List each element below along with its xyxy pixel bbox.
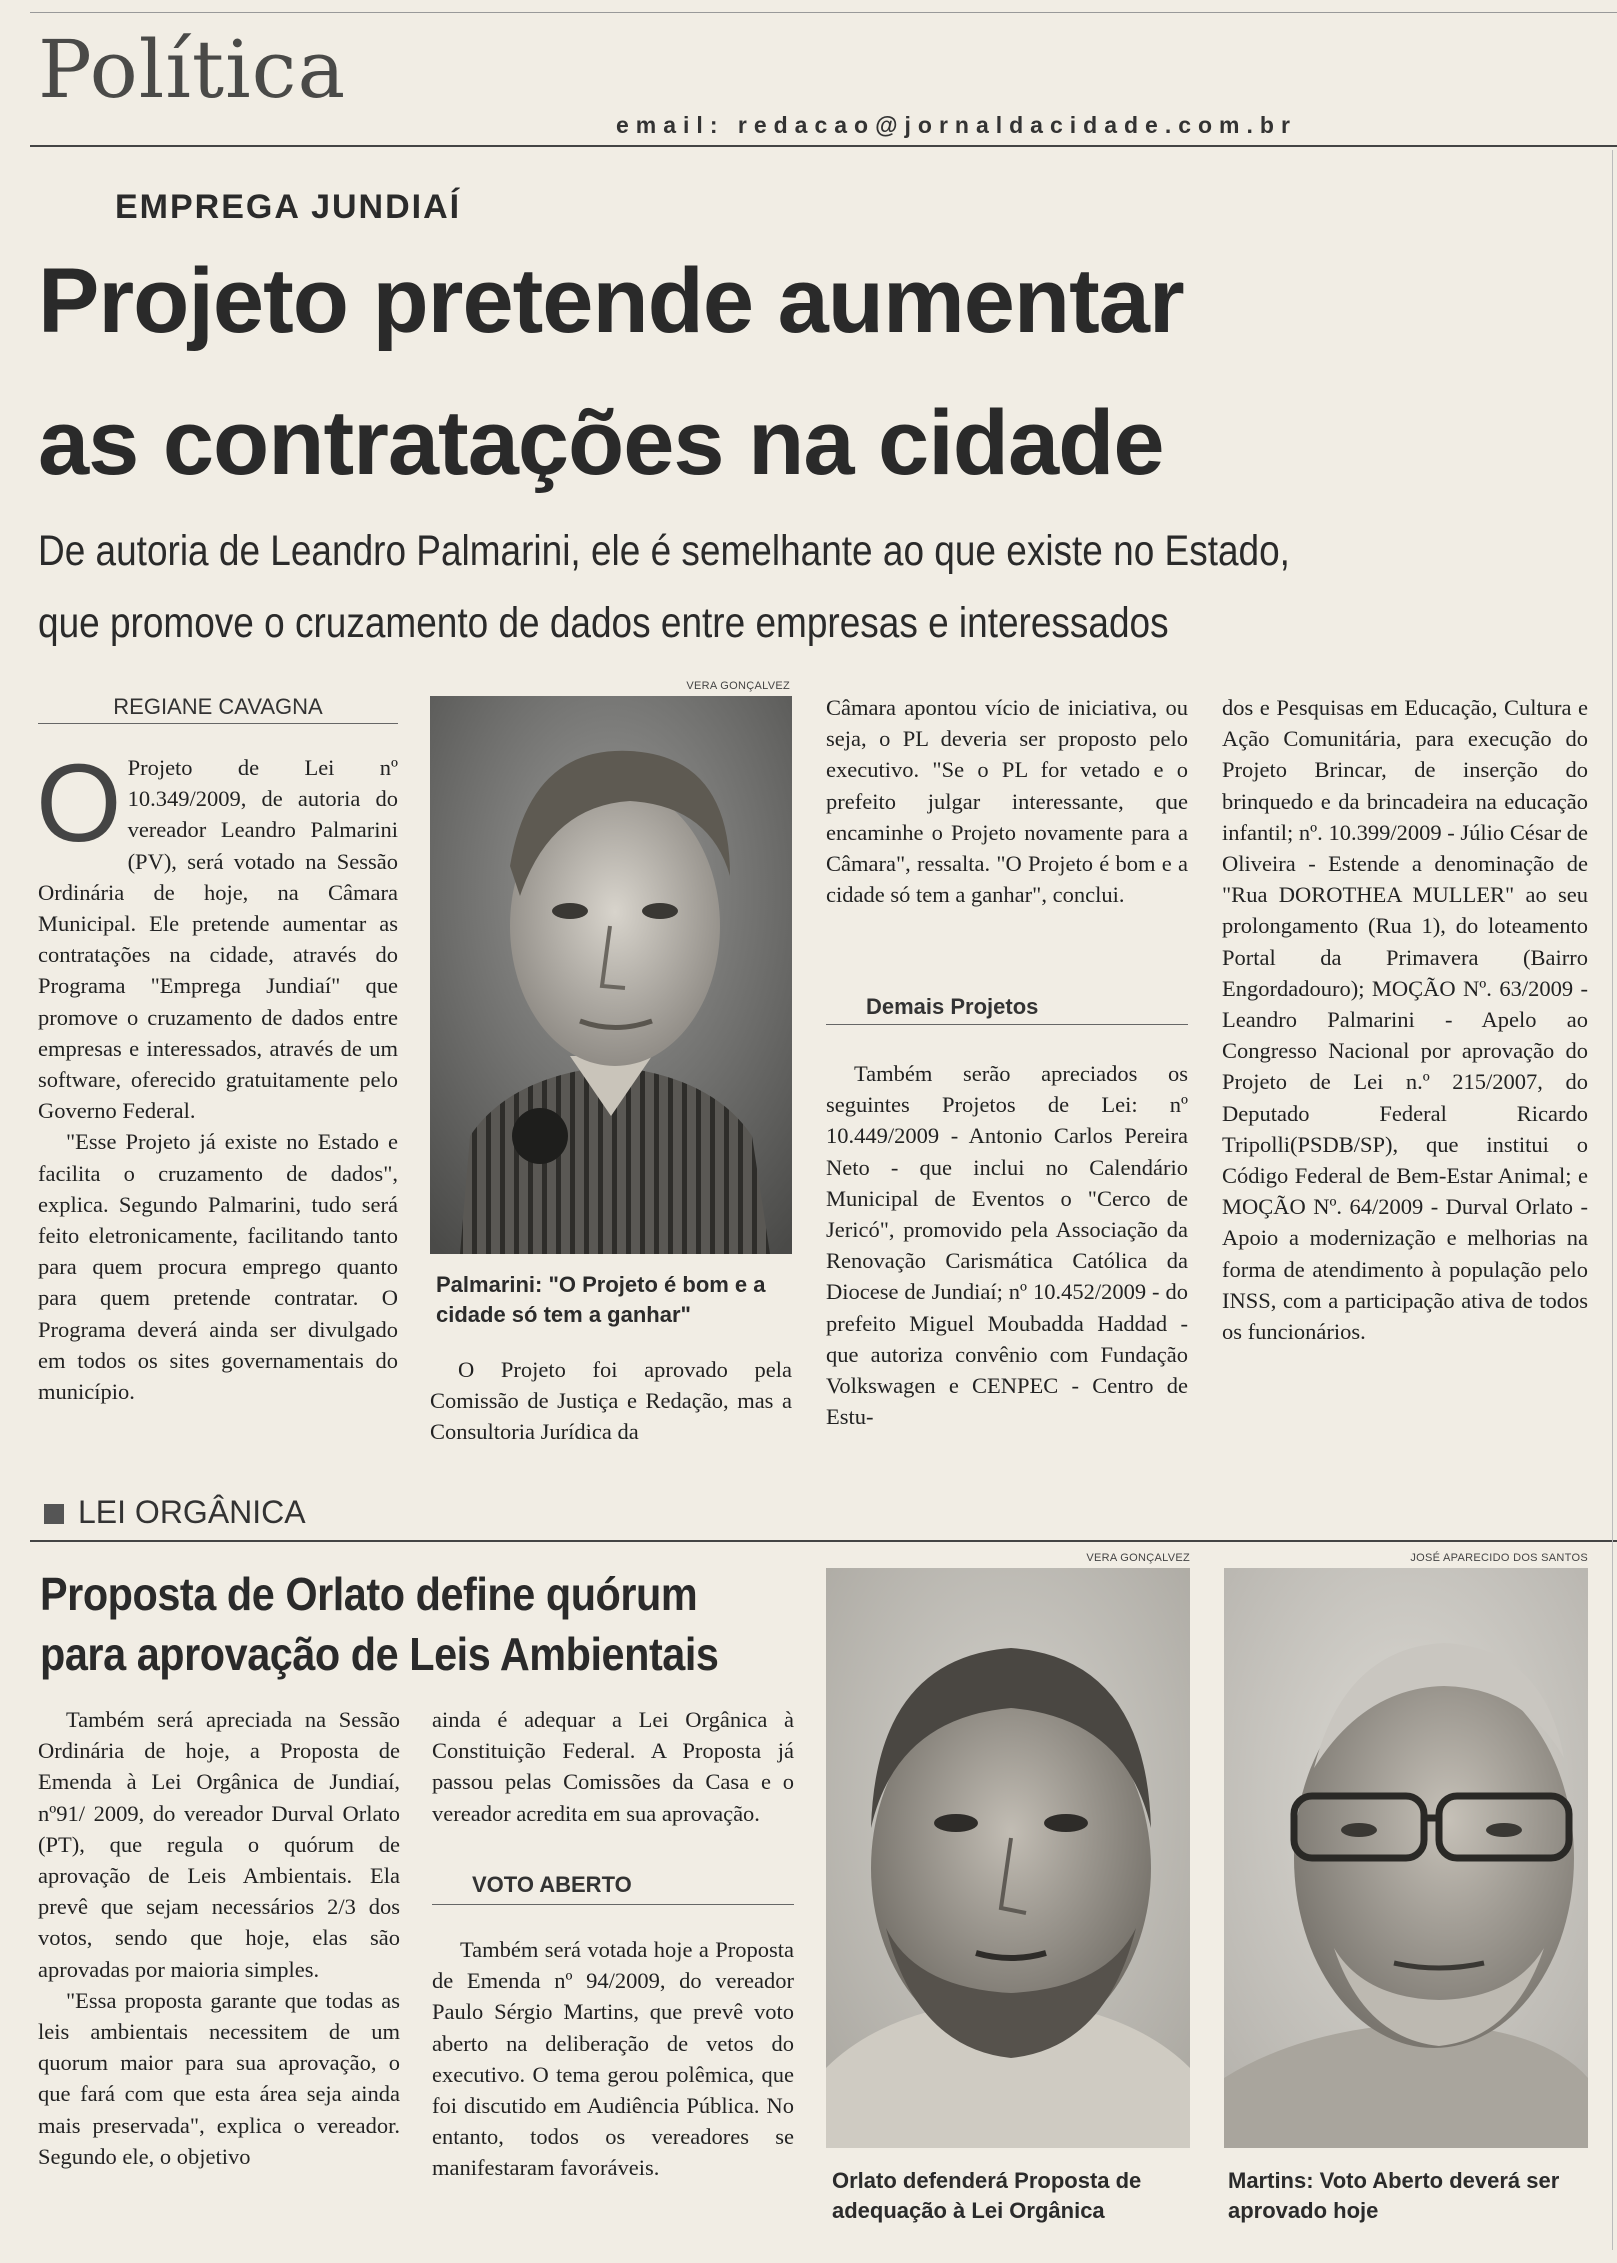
photo-caption: Palmarini: "O Projeto é bom e a cidade só tem a ganhar" [436, 1272, 766, 1327]
main-col1-paragraph-1: Projeto de Lei nº 10.349/2009, de autoria do vereador Leandro Palmarini (PV), será votado na Sessão Ordinária de hoje, na Câmara Municipal. Ele pretende aumentar as contratações na cidade, através do Programa "Emprega Jundiaí" que promove o cruzamento de dados entre empresas e interessados, através de um software, oferecido gratuitamente pelo Governo Federal. [38, 755, 398, 1124]
demais-rule [826, 1024, 1188, 1025]
byline: REGIANE CAVAGNA [113, 694, 323, 719]
orlato-portrait-icon [826, 1568, 1190, 2148]
palmarini-portrait-icon [430, 696, 792, 1254]
second-col-1 [38, 1704, 400, 2172]
orlato-photo-credit: VERA GONÇALVEZ [1086, 1552, 1190, 1564]
second-section-rule [30, 1540, 1617, 1542]
masthead-rule [30, 145, 1617, 147]
subhead-line1: De autoria de Leandro Palmarini, ele é semelhante ao que existe no Estado, [38, 527, 1290, 575]
main-col3-paragraph-2: Também serão apreciados os seguintes Projetos de Lei: nº 10.449/2009 - Antonio Carlos Pereira Neto - que inclui no Calendário Municipal de Eventos o "Cerco de Jericó", promovido pela Associação da Renovação Carismática Católica da Diocese de Jundiaí; nº 10.452/2009 - do prefeito Miguel Moubadda Haddad - que autoriza convênio com Fundação Volkswagen e CENPEC - Centro de Estu- [826, 1061, 1188, 1430]
main-col-2 [430, 1354, 792, 1448]
voto-aberto-title: VOTO ABERTO [472, 1872, 632, 1897]
second-col-2b [432, 1934, 794, 2184]
main-col3-paragraph-1: Câmara apontou vício de iniciativa, ou seja, o PL deveria ser proposto pelo executivo. "Se o PL for vetado e o prefeito julgar interessante, que encaminhe o Projeto novamente para a Câmara", ressalta. "O Projeto é bom e a cidade só tem a ganhar", conclui. [826, 695, 1188, 908]
palmarini-photo [430, 696, 792, 1254]
second-col2-paragraph-1: ainda é adequar a Lei Orgânica à Constituição Federal. A Proposta já passou pelas Comissões da Casa e o vereador acredita em sua aprovação. [432, 1707, 794, 1826]
main-headline-line2: as contratações na cidade [38, 392, 1164, 494]
lei-organica-section: LEI ORGÂNICA [78, 1494, 306, 1530]
second-headline-line2: para aprovação de Leis Ambientais [40, 1628, 719, 1680]
martins-caption: Martins: Voto Aberto deverá ser aprovado hoje [1228, 2168, 1560, 2223]
photo-credit: VERA GONÇALVEZ [686, 680, 790, 692]
second-headline-line1: Proposta de Orlato define quórum [40, 1568, 698, 1620]
subhead-line2: que promove o cruzamento de dados entre empresas e interessados [38, 599, 1169, 647]
main-col-1 [36, 742, 398, 1407]
martins-photo-credit: JOSÉ APARECIDO DOS SANTOS [1410, 1552, 1588, 1564]
top-rule [30, 12, 1617, 13]
main-col-3 [826, 692, 1188, 910]
email-address: email: redacao@jornaldacidade.com.br [616, 112, 1297, 138]
second-col2-paragraph-2: Também será votada hoje a Proposta de Emenda nº 94/2009, do vereador Paulo Sérgio Martins, que prevê voto aberto na deliberação de vetos do executivo. O tema gerou polêmica, que foi discutido em Audiência Pública. No entanto, todos os vereadores se manifestaram favoráveis. [432, 1937, 794, 2181]
second-col1-paragraph-2: "Essa proposta garante que todas as leis ambientais necessitem de um quorum maior para sua aprovação, o que fará com que esta área seja ainda mais preservada", explica o vereador. Segundo ele, o objetivo [38, 1987, 400, 2169]
main-col-3b [826, 1058, 1188, 1432]
main-col1-paragraph-2: "Esse Projeto já existe no Estado e facilita o cruzamento de dados", explica. Segundo Palmarini, tudo será feito eletronicamente, facilitando tanto para quem procura emprego quanto para quem pretende contratar. O Programa deverá ainda ser divulgado em todos os sites governamentais do município. [38, 1129, 398, 1405]
right-edge-rule [1612, 150, 1613, 2250]
main-headline-line1: Projeto pretende aumentar [38, 250, 1184, 352]
second-col1-paragraph-1: Também será apreciada na Sessão Ordinária de hoje, a Proposta de Emenda à Lei Orgânica de Jundiaí, nº91/ 2009, do vereador Durval Orlato (PT), que regula o quórum de aprovação de Leis Ambientais. Ela prevê que sejam necessários 2/3 dos votos, sendo que hoje, elas são aprovadas por maioria simples. [38, 1707, 400, 1982]
byline-rule [38, 723, 398, 724]
martins-portrait-icon [1224, 1568, 1588, 2148]
orlato-photo [826, 1568, 1190, 2148]
section-title: Política [38, 23, 347, 116]
kicker: EMPREGA JUNDIAÍ [115, 188, 462, 226]
second-col-2 [432, 1704, 794, 1829]
demais-projetos-title: Demais Projetos [866, 994, 1039, 1019]
voto-rule [432, 1904, 794, 1905]
main-col-4 [1222, 692, 1588, 1347]
dropcap: O [36, 742, 122, 865]
main-col4-paragraph-1: dos e Pesquisas em Educação, Cultura e Ação Comunitária, para execução do Projeto Brincar, de inserção do brinquedo e da brincadeira na educação infantil; nº. 10.399/2009 - Júlio César de Oliveira - Estende a denominação de "Rua DOROTHEA MULLER" ao seu prolongamento (Rua 1), do loteamento Portal da Primavera (Bairro Engordadouro); MOÇÃO Nº. 63/2009 - Leandro Palmarini - Apelo ao Congresso Nacional por aprovação do Projeto de Lei n.º 215/2007, do Deputado Federal Ricardo Tripolli(PSDB/SP), que institui o Código Federal de Bem-Estar Animal; e MOÇÃO Nº. 64/2009 - Durval Orlato - Apoio a modernização e melhorias na forma de atendimento à população pelo INSS, com a participação ativa de todos os funcionários. [1222, 695, 1588, 1345]
section-bullet-icon [44, 1504, 64, 1524]
martins-photo [1224, 1568, 1588, 2148]
main-col2-paragraph-1: O Projeto foi aprovado pela Comissão de Justiça e Redação, mas a Consultoria Jurídica da [430, 1357, 792, 1445]
orlato-caption: Orlato defenderá Proposta de adequação à Lei Orgânica [832, 2168, 1142, 2223]
